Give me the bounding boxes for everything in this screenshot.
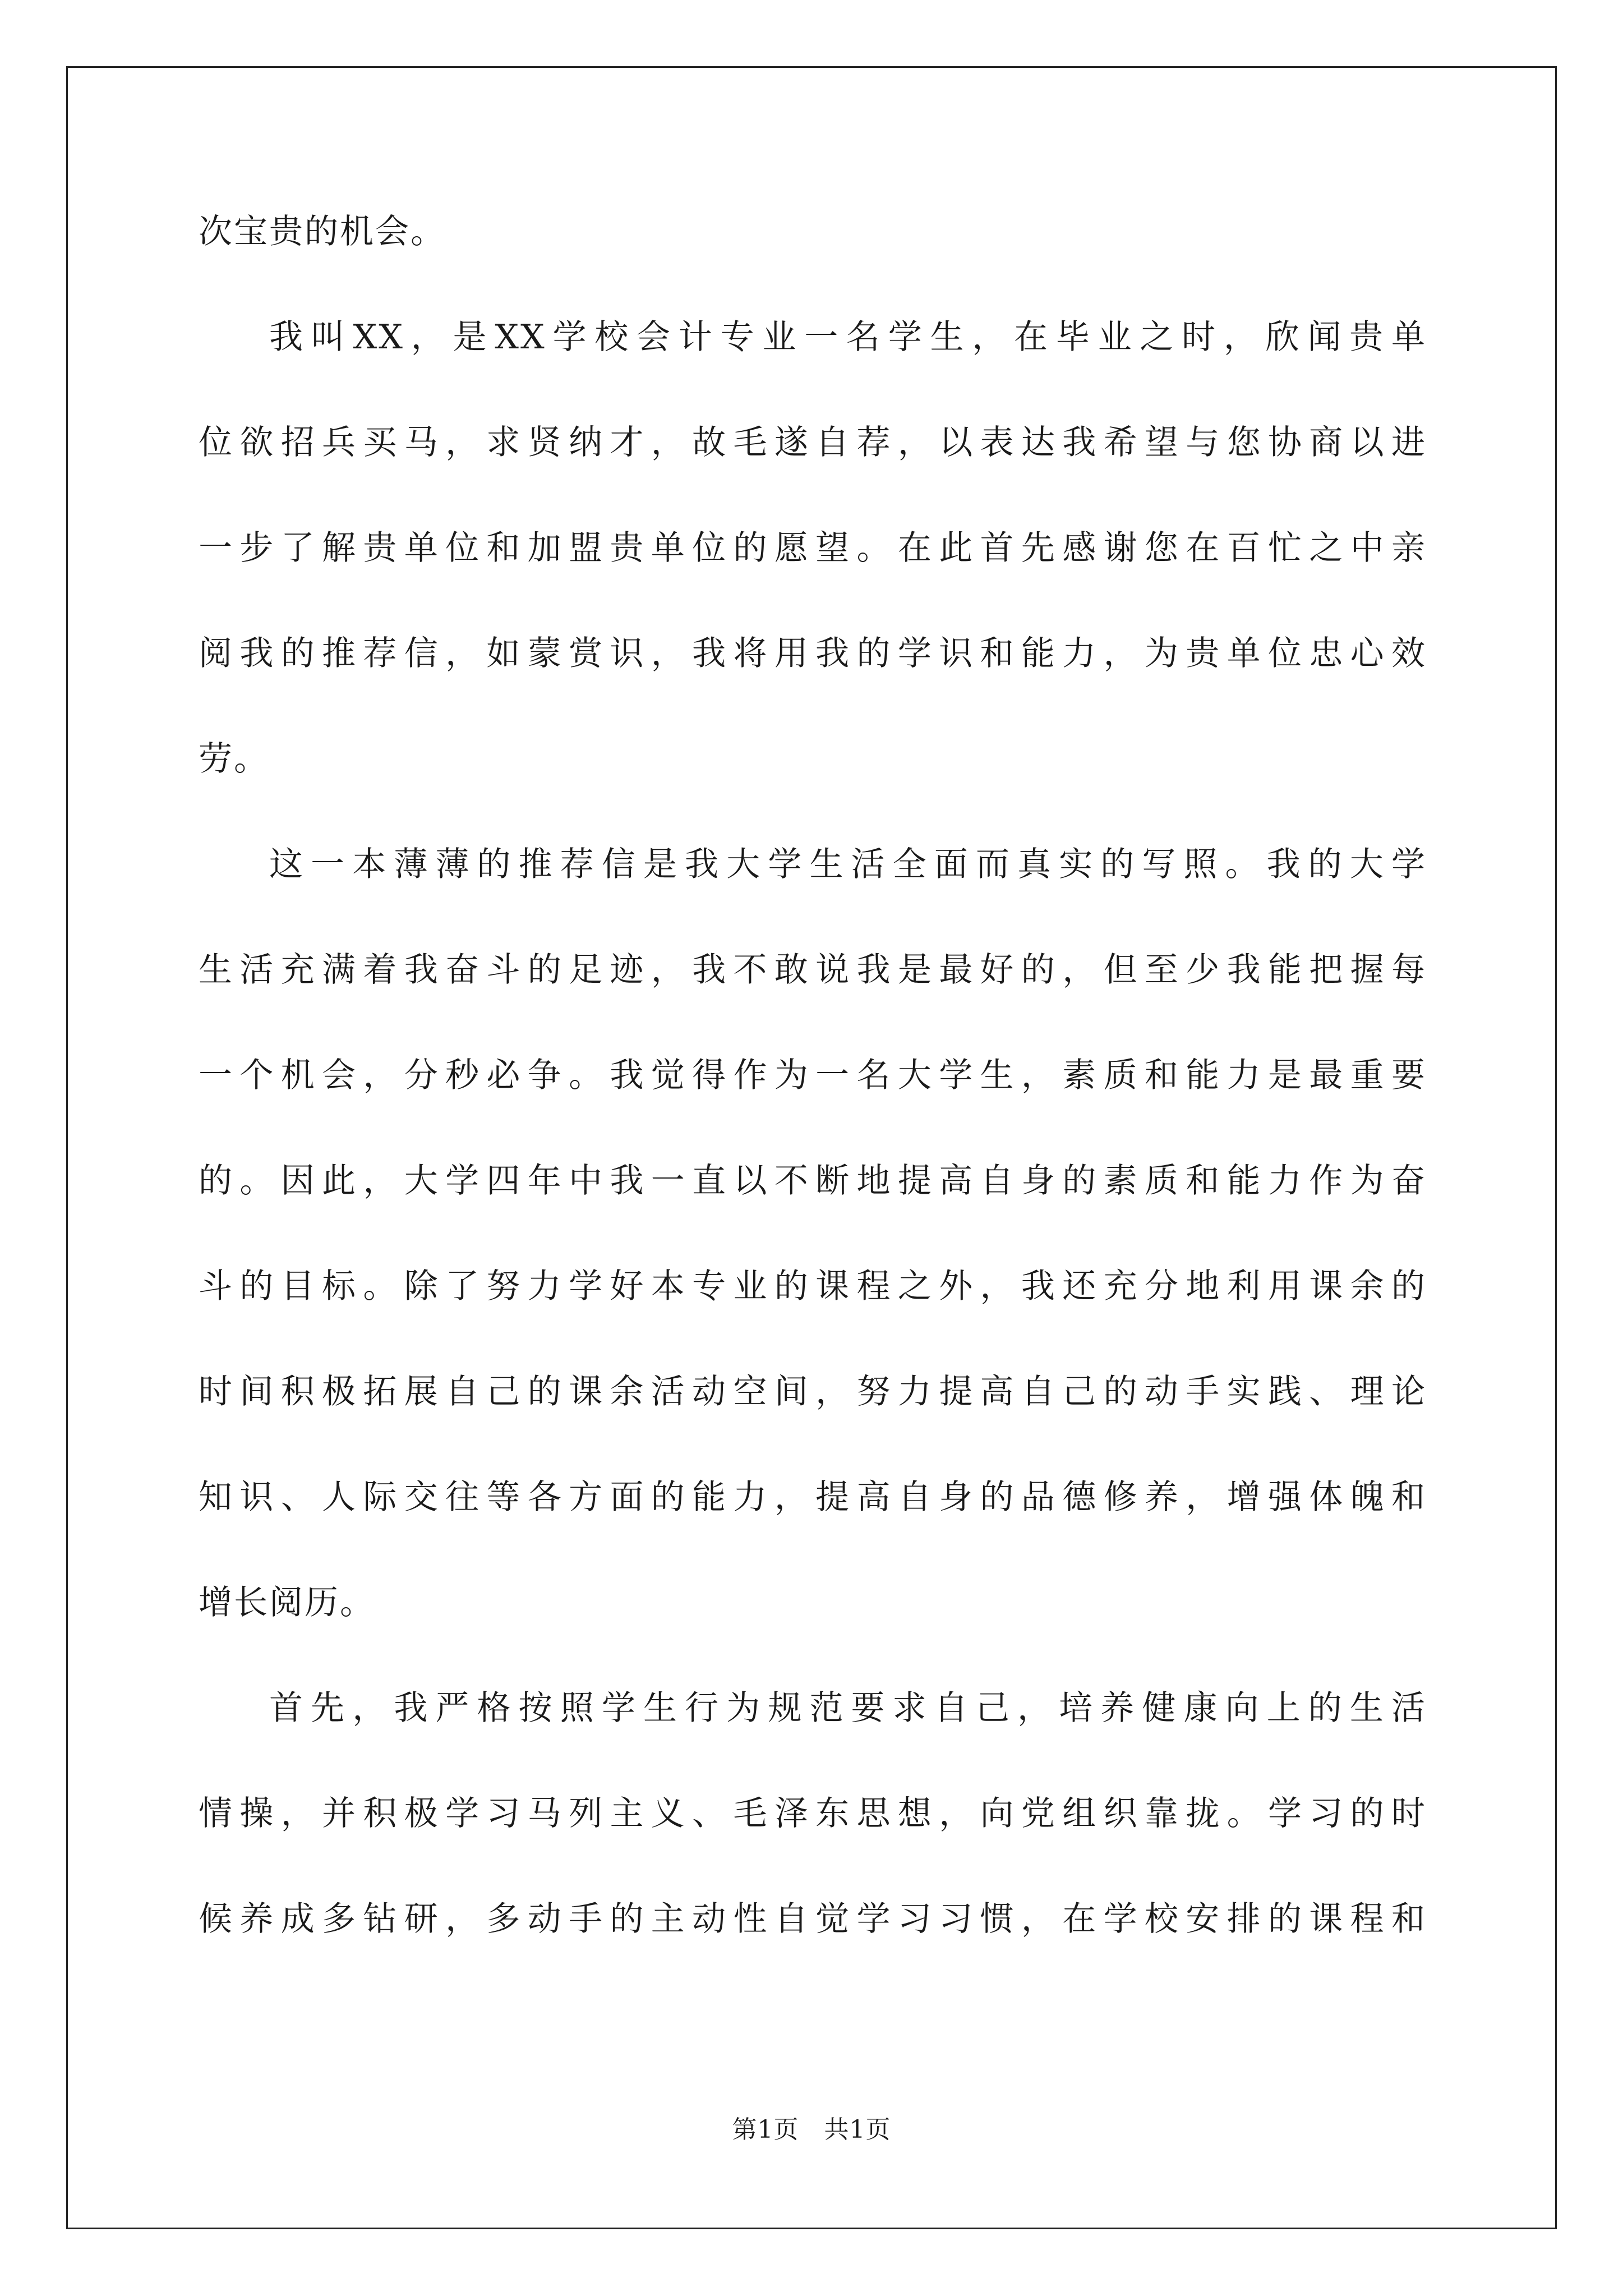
text-line: 一步了解贵单位和加盟贵单位的愿望。在此首先感谢您在百忙之中亲	[199, 528, 1427, 568]
page-footer: 第1页 共1页	[732, 2115, 891, 2144]
text-line: 知识、人际交往等各方面的能力，提高自身的品德修养，增强体魄和	[199, 1478, 1427, 1517]
text-line: 情操，并积极学习马列主义、毛泽东思想，向党组织靠拢。学习的时	[199, 1794, 1427, 1833]
text-line: 斗的目标。除了努力学好本专业的课程之外，我还充分地利用课余的	[199, 1267, 1427, 1306]
text-line: 首先，我严格按照学生行为规范要求自己，培养健康向上的生活	[269, 1688, 1427, 1728]
text-line: 次宝贵的机会。	[199, 212, 446, 251]
document-body	[199, 210, 1427, 2003]
text-line: 的。因此，大学四年中我一直以不断地提高自身的素质和能力作为奋	[199, 1161, 1427, 1200]
text-line: 我叫XX，是XX学校会计专业一名学生，在毕业之时，欣闻贵单	[269, 318, 1427, 357]
text-line: 生活充满着我奋斗的足迹，我不敢说我是最好的，但至少我能把握每	[199, 950, 1427, 990]
text-line: 位欲招兵买马，求贤纳才，故毛遂自荐，以表达我希望与您协商以进	[199, 423, 1427, 462]
text-line: 增长阅历。	[199, 1583, 375, 1622]
text-line: 候养成多钻研，多动手的主动性自觉学习习惯，在学校安排的课程和	[199, 1899, 1427, 1939]
text-line: 劳。	[199, 739, 269, 779]
text-line: 这一本薄薄的推荐信是我大学生活全面而真实的写照。我的大学	[269, 845, 1427, 884]
text-line: 一个机会，分秒必争。我觉得作为一名大学生，素质和能力是最重要	[199, 1056, 1427, 1095]
text-line: 时间积极拓展自己的课余活动空间，努力提高自己的动手实践、理论	[199, 1372, 1427, 1411]
text-line: 阅我的推荐信，如蒙赏识，我将用我的学识和能力，为贵单位忠心效	[199, 634, 1427, 673]
